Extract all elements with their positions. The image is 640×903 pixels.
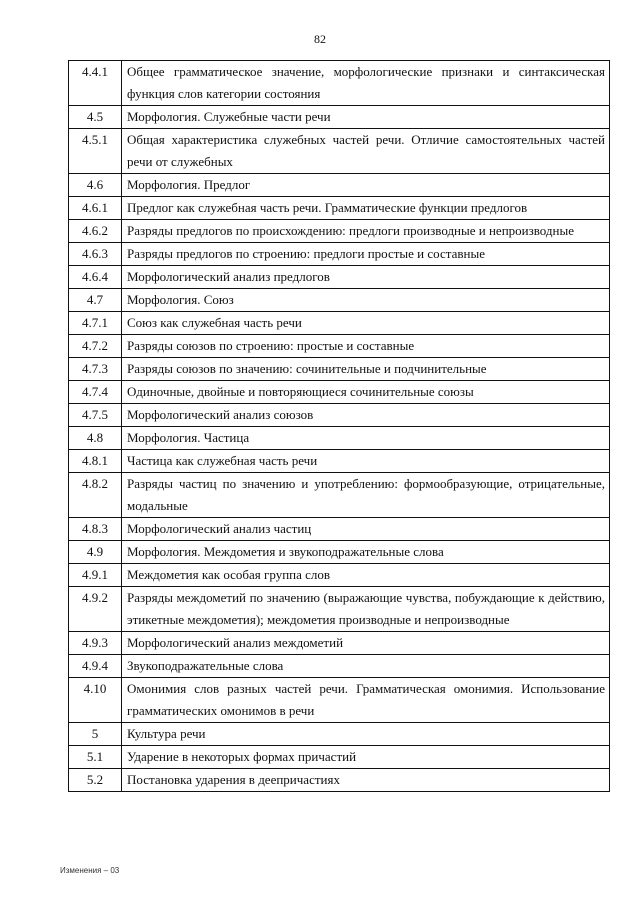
section-number: 4.8.3 <box>69 518 122 541</box>
section-title: Разряды предлогов по строению: предлоги простые и составные <box>122 243 610 266</box>
section-title: Разряды частиц по значению и употреблению: формообразующие, отрицательные, модальные <box>122 473 610 518</box>
section-title: Культура речи <box>122 723 610 746</box>
table-row <box>69 174 610 197</box>
section-number: 4.9 <box>69 541 122 564</box>
section-title: Разряды междометий по значению (выражающие чувства, побуждающие к действию, этикетные междометия); междометия производные и непроизводные <box>122 587 610 632</box>
section-number: 5.1 <box>69 746 122 769</box>
table-row <box>69 587 610 632</box>
table-row <box>69 473 610 518</box>
table-row <box>69 129 610 174</box>
section-title: Разряды предлогов по происхождению: предлоги производные и непроизводные <box>122 220 610 243</box>
section-number: 4.8.1 <box>69 450 122 473</box>
table-row <box>69 106 610 129</box>
table-row <box>69 427 610 450</box>
section-title: Общая характеристика служебных частей речи. Отличие самостоятельных частей речи от служебных <box>122 129 610 174</box>
table-row <box>69 632 610 655</box>
section-number: 4.6 <box>69 174 122 197</box>
section-title: Разряды союзов по значению: сочинительные и подчинительные <box>122 358 610 381</box>
section-title: Морфологический анализ междометий <box>122 632 610 655</box>
section-number: 4.6.2 <box>69 220 122 243</box>
section-title: Одиночные, двойные и повторяющиеся сочинительные союзы <box>122 381 610 404</box>
section-title: Звукоподражательные слова <box>122 655 610 678</box>
table-row <box>69 266 610 289</box>
section-number: 4.6.4 <box>69 266 122 289</box>
section-title: Частица как служебная часть речи <box>122 450 610 473</box>
section-number: 5.2 <box>69 769 122 792</box>
section-number: 4.6.3 <box>69 243 122 266</box>
table-row <box>69 678 610 723</box>
table-row <box>69 289 610 312</box>
section-title: Морфология. Служебные части речи <box>122 106 610 129</box>
section-number: 4.8 <box>69 427 122 450</box>
section-number: 4.8.2 <box>69 473 122 518</box>
section-title: Морфологический анализ предлогов <box>122 266 610 289</box>
section-title: Междометия как особая группа слов <box>122 564 610 587</box>
table-row <box>69 723 610 746</box>
table-row <box>69 450 610 473</box>
section-number: 4.9.2 <box>69 587 122 632</box>
section-number: 4.9.1 <box>69 564 122 587</box>
table-row <box>69 243 610 266</box>
curriculum-table <box>68 60 610 792</box>
section-number: 4.9.4 <box>69 655 122 678</box>
table-row <box>69 655 610 678</box>
table-row <box>69 312 610 335</box>
section-number: 4.7.1 <box>69 312 122 335</box>
section-number: 4.4.1 <box>69 61 122 106</box>
section-title: Предлог как служебная часть речи. Грамматические функции предлогов <box>122 197 610 220</box>
section-title: Морфологический анализ частиц <box>122 518 610 541</box>
section-title: Омонимия слов разных частей речи. Грамматическая омонимия. Использование грамматических омонимов в речи <box>122 678 610 723</box>
table-row <box>69 769 610 792</box>
table-row <box>69 197 610 220</box>
table-row <box>69 404 610 427</box>
section-title: Морфологический анализ союзов <box>122 404 610 427</box>
table-row <box>69 541 610 564</box>
section-number: 4.7.4 <box>69 381 122 404</box>
section-number: 5 <box>69 723 122 746</box>
section-number: 4.7.2 <box>69 335 122 358</box>
section-number: 4.9.3 <box>69 632 122 655</box>
table-row <box>69 564 610 587</box>
section-number: 4.6.1 <box>69 197 122 220</box>
table-row <box>69 746 610 769</box>
table-row <box>69 335 610 358</box>
table-row <box>69 220 610 243</box>
section-title: Союз как служебная часть речи <box>122 312 610 335</box>
curriculum-table-body <box>69 61 610 792</box>
section-number: 4.10 <box>69 678 122 723</box>
section-title: Постановка ударения в деепричастиях <box>122 769 610 792</box>
section-title: Морфология. Междометия и звукоподражательные слова <box>122 541 610 564</box>
table-row <box>69 358 610 381</box>
section-title: Общее грамматическое значение, морфологические признаки и синтаксическая функция слов категории состояния <box>122 61 610 106</box>
table-row <box>69 518 610 541</box>
table-row <box>69 61 610 106</box>
page-number: 82 <box>314 32 326 46</box>
section-number: 4.5.1 <box>69 129 122 174</box>
section-number: 4.7.5 <box>69 404 122 427</box>
footer-revision-note: Изменения – 03 <box>60 866 120 875</box>
section-title: Морфология. Союз <box>122 289 610 312</box>
section-title: Разряды союзов по строению: простые и составные <box>122 335 610 358</box>
section-number: 4.5 <box>69 106 122 129</box>
section-number: 4.7 <box>69 289 122 312</box>
section-title: Морфология. Предлог <box>122 174 610 197</box>
section-title: Морфология. Частица <box>122 427 610 450</box>
section-number: 4.7.3 <box>69 358 122 381</box>
section-title: Ударение в некоторых формах причастий <box>122 746 610 769</box>
table-row <box>69 381 610 404</box>
